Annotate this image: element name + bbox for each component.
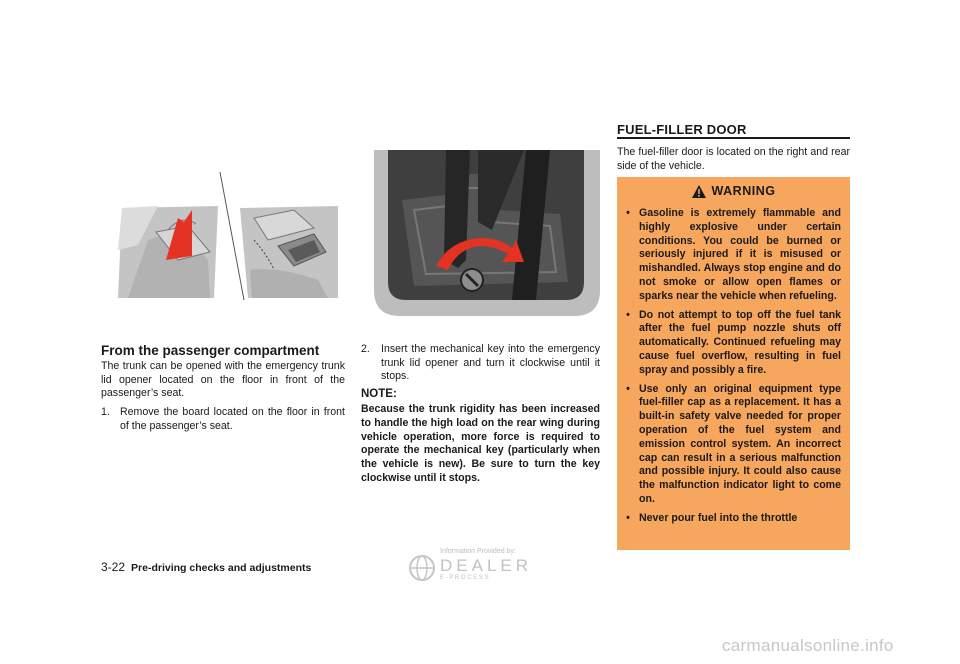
warning-item: • Never pour fuel into the throttle [626,511,798,524]
step-1-number: 1. [101,406,110,418]
dealer-eprocess-logo [408,548,548,584]
passenger-intro-paragraph: The trunk can be opened with the emergency trunk lid opener located on the floor in front of the passenger’s seat. [101,360,345,400]
warning-label: WARNING [711,184,776,198]
warning-item: • Gasoline is extremely flammable and highly explosive under certain conditions. You could be burned or seriously injured if it is misused or mishandled. Always stop engine and do not smoke or allow open flames or sparks near the vehicle when refueling. [626,207,841,302]
warning-header [617,184,850,198]
step-2-text: Insert the mechanical key into the emergency trunk lid opener and turn it clockwise until it stops. [381,343,600,383]
step-2-number: 2. [361,343,370,355]
warning-triangle-icon [692,185,706,198]
chapter-title: Pre-driving checks and adjustments [131,562,312,574]
note-title: NOTE: [361,388,397,400]
warning-item: • Use only an original equipment type fuel-filler cap as a replacement. It has a built-in safety valve needed for proper operation of the fuel system and emission control system. An incorrect cap can result in a serious malfunction and possible injury. It could also cause the malfunction indicator light to come on. [626,382,841,505]
section-rule [617,137,850,139]
fuel-filler-intro: The fuel-filler door is located on the right and rear side of the vehicle. [617,146,850,172]
site-watermark: carmanualsonline.info [722,636,894,655]
globe-icon [408,554,436,582]
badge-sub: E - P R O C E S S [440,575,489,581]
warning-box [617,177,850,550]
board-panel-right [240,206,338,298]
step-2 [361,343,600,384]
board-panel-left [118,206,218,298]
note-body: Because the trunk rigidity has been increased to handle the high load on the rear wing during vehicle operation, more force is required to operate the mechanical key (particularly when the vehicle is new). Be sure to turn the key clockwise until it stops. [361,403,600,484]
badge-caption: Information Provided by: [440,548,516,555]
step-1 [101,406,345,433]
page-footer [101,560,311,574]
subheading-passenger-compartment: From the passenger compartment [101,343,320,358]
divider-line [220,172,244,300]
warning-list [617,207,850,526]
section-title-fuel-filler-door: FUEL-FILLER DOOR [617,122,747,137]
warning-item: • Do not attempt to top off the fuel tank after the fuel pump nozzle shuts off automatically. Continued refueling may cause fuel overflow, resulting in fuel spray and possibly a fire. [626,308,841,376]
emergency-opener-illustration [374,150,600,316]
step-1-text: Remove the board located on the floor in front of the passenger’s seat. [120,406,345,432]
page-number: 3-22 [101,560,126,574]
badge-brand: DEALER [440,556,533,575]
floor-board-illustration [118,170,340,302]
